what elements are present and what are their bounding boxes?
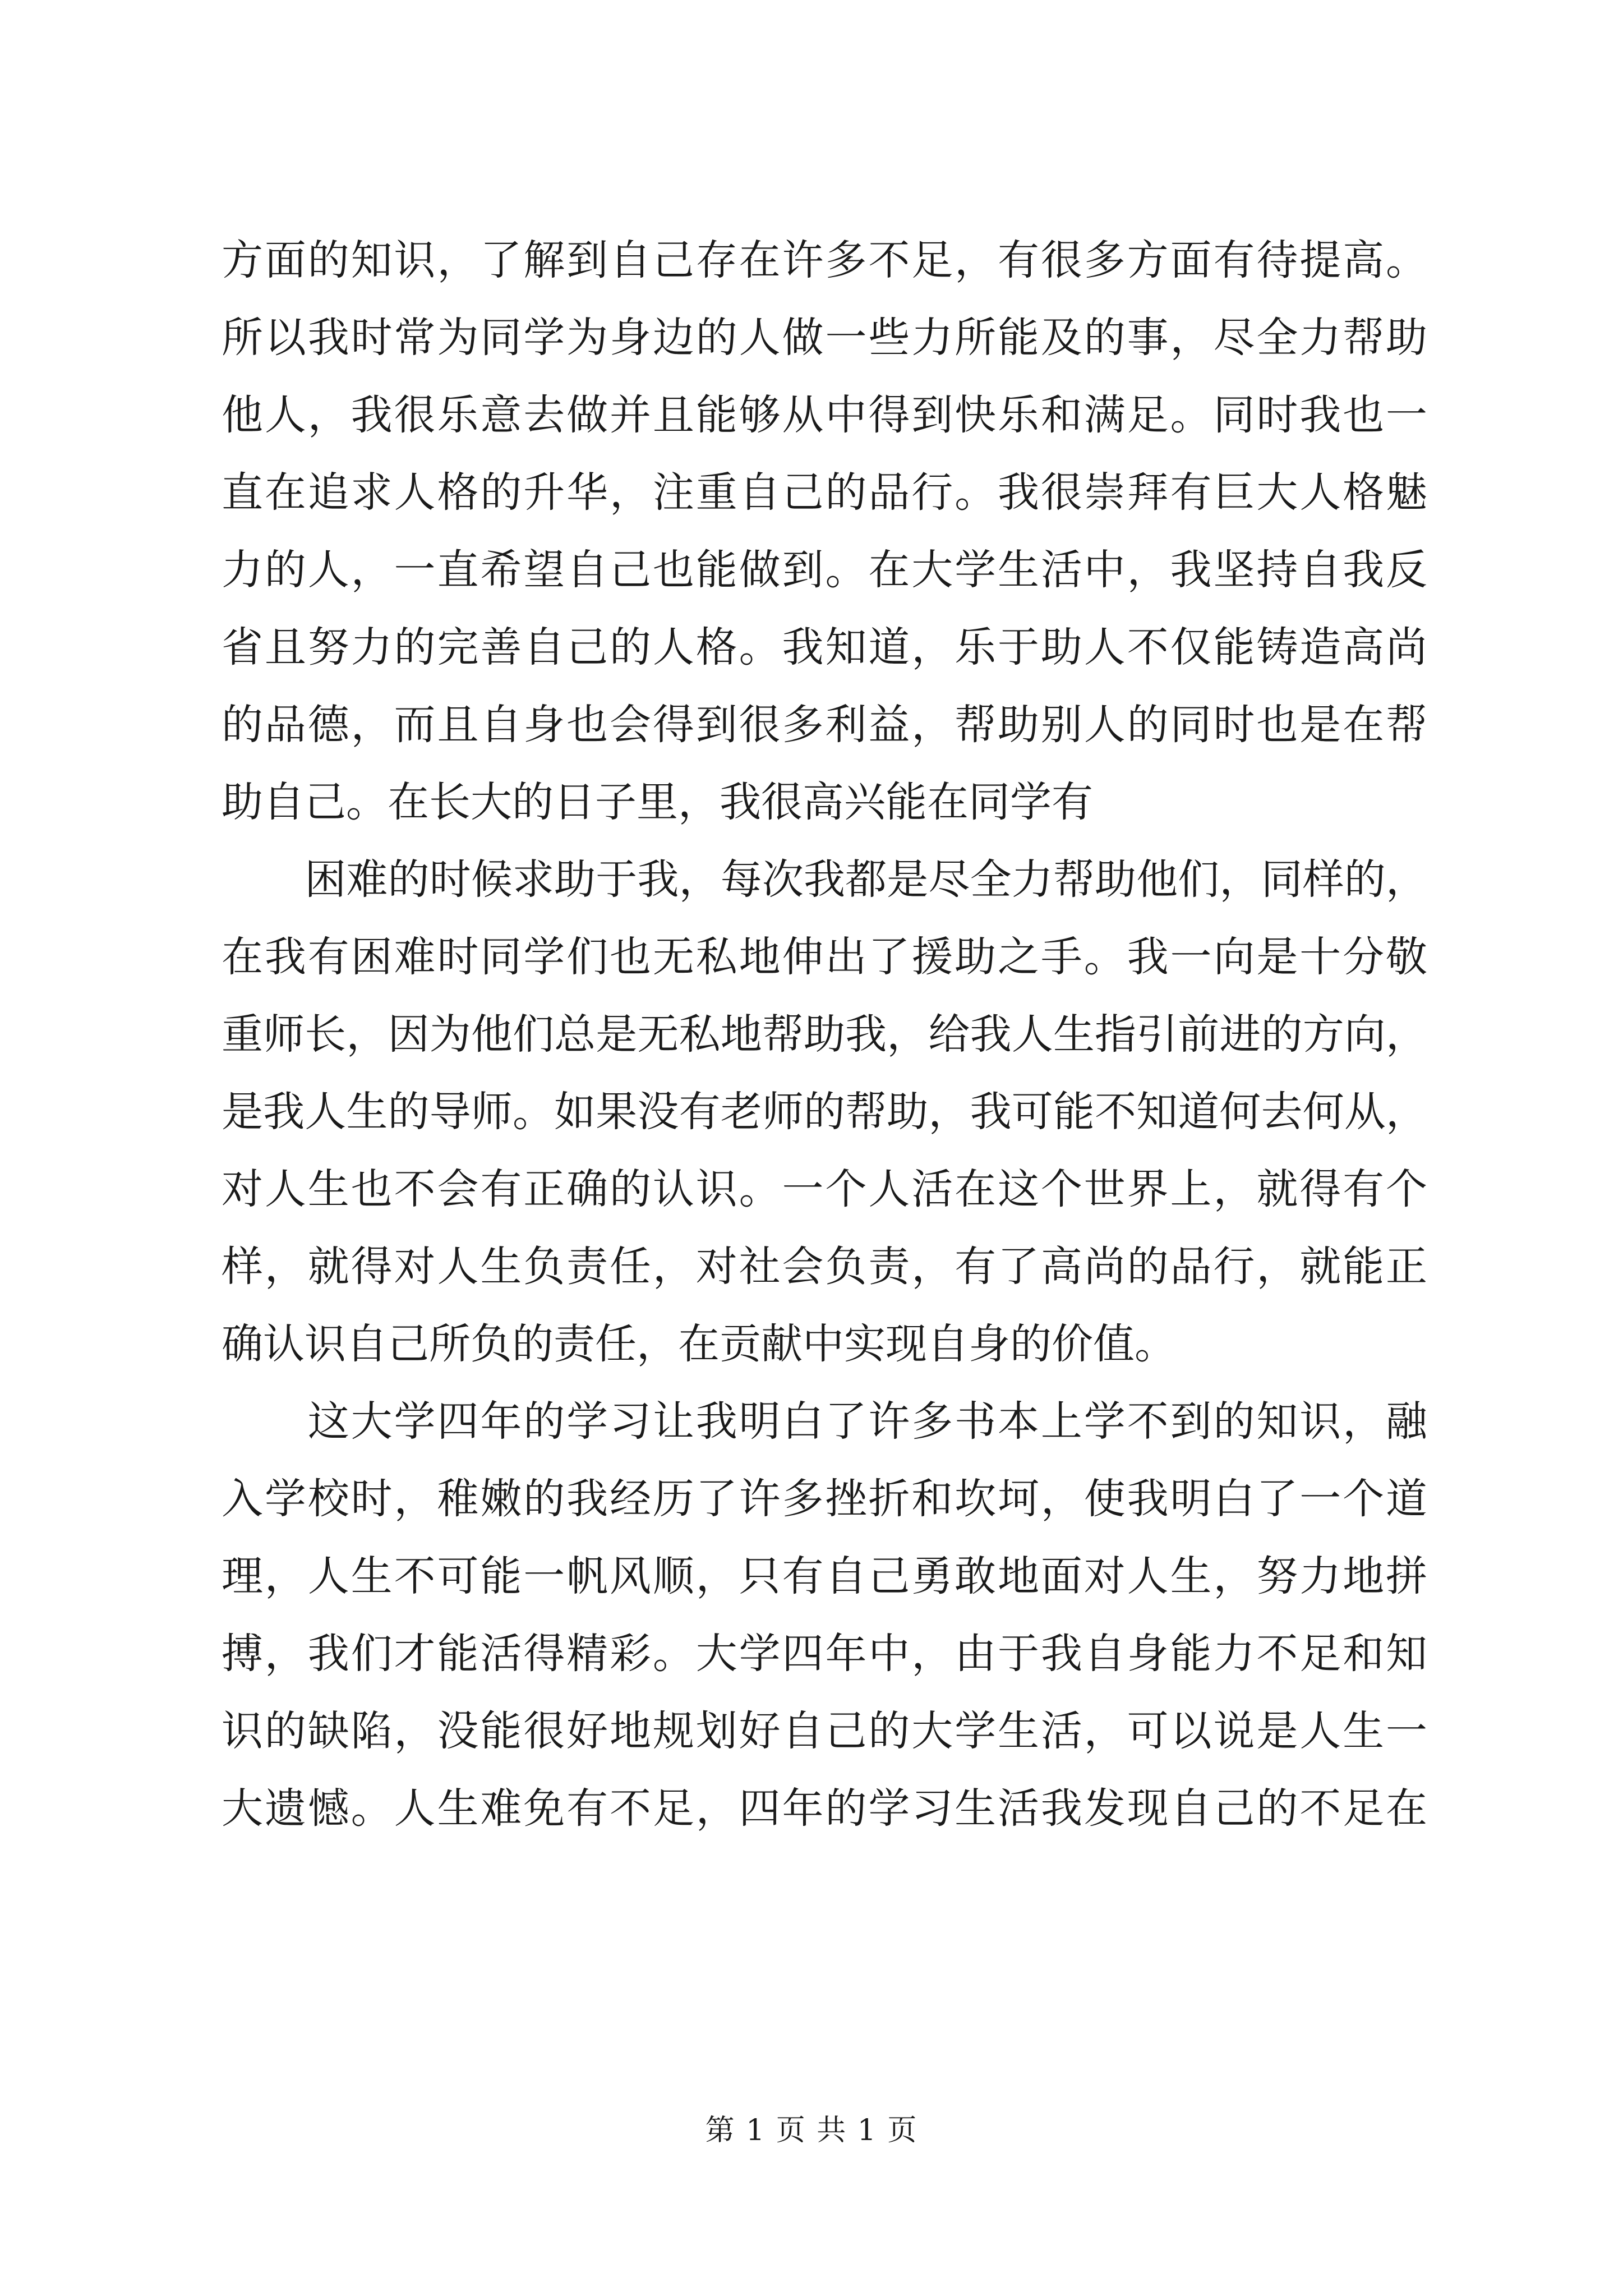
text-line: 大遗憾。人生难免有不足，四年的学习生活我发现自己的不足在 [222, 1784, 1427, 1833]
text-line: 是我人生的导师。如果没有老师的帮助，我可能不知道何去何从， [222, 1088, 1427, 1136]
text-line: 省且努力的完善自己的人格。我知道，乐于助人不仅能铸造高尚 [222, 623, 1427, 671]
text-line: 方面的知识，了解到自己存在许多不足，有很多方面有待提高。 [222, 236, 1427, 284]
page-number-footer: 第 1 页 共 1 页 [705, 2114, 918, 2147]
document-body [222, 222, 1427, 1847]
text-line: 识的缺陷，没能很好地规划好自己的大学生活，可以说是人生一 [222, 1707, 1427, 1755]
paragraph-1 [222, 222, 1427, 841]
text-line: 困难的时候求助于我，每次我都是尽全力帮助他们，同样的， [222, 855, 1427, 904]
text-line: 在我有困难时同学们也无私地伸出了援助之手。我一向是十分敬 [222, 933, 1427, 981]
text-line: 搏，我们才能活得精彩。大学四年中，由于我自身能力不足和知 [222, 1630, 1427, 1678]
text-line: 理，人生不可能一帆风顺，只有自己勇敢地面对人生，努力地拼 [222, 1552, 1427, 1600]
text-line: 助自己。在长大的日子里，我很高兴能在同学有 [222, 778, 1093, 826]
text-line: 力的人，一直希望自己也能做到。在大学生活中，我坚持自我反 [222, 546, 1427, 594]
text-line: 的品德，而且自身也会得到很多利益，帮助别人的同时也是在帮 [222, 701, 1427, 749]
paragraph-2 [222, 841, 1427, 1383]
text-line: 他人，我很乐意去做并且能够从中得到快乐和满足。同时我也一 [222, 391, 1427, 439]
paragraph-3 [222, 1383, 1427, 1847]
text-line: 确认识自己所负的责任，在贡献中实现自身的价值。 [222, 1320, 1176, 1368]
text-line: 直在追求人格的升华，注重自己的品行。我很崇拜有巨大人格魅 [222, 468, 1427, 517]
text-line: 所以我时常为同学为身边的人做一些力所能及的事，尽全力帮助 [222, 314, 1427, 362]
text-line: 入学校时，稚嫩的我经历了许多挫折和坎坷，使我明白了一个道 [222, 1475, 1427, 1523]
text-line: 样，就得对人生负责任，对社会负责，有了高尚的品行，就能正 [222, 1243, 1427, 1291]
text-line: 重师长，因为他们总是无私地帮助我，给我人生指引前进的方向， [222, 1010, 1427, 1059]
text-line: 这大学四年的学习让我明白了许多书本上学不到的知识，融 [222, 1397, 1427, 1446]
text-line: 对人生也不会有正确的认识。一个人活在这个世界上，就得有个 [222, 1165, 1427, 1213]
